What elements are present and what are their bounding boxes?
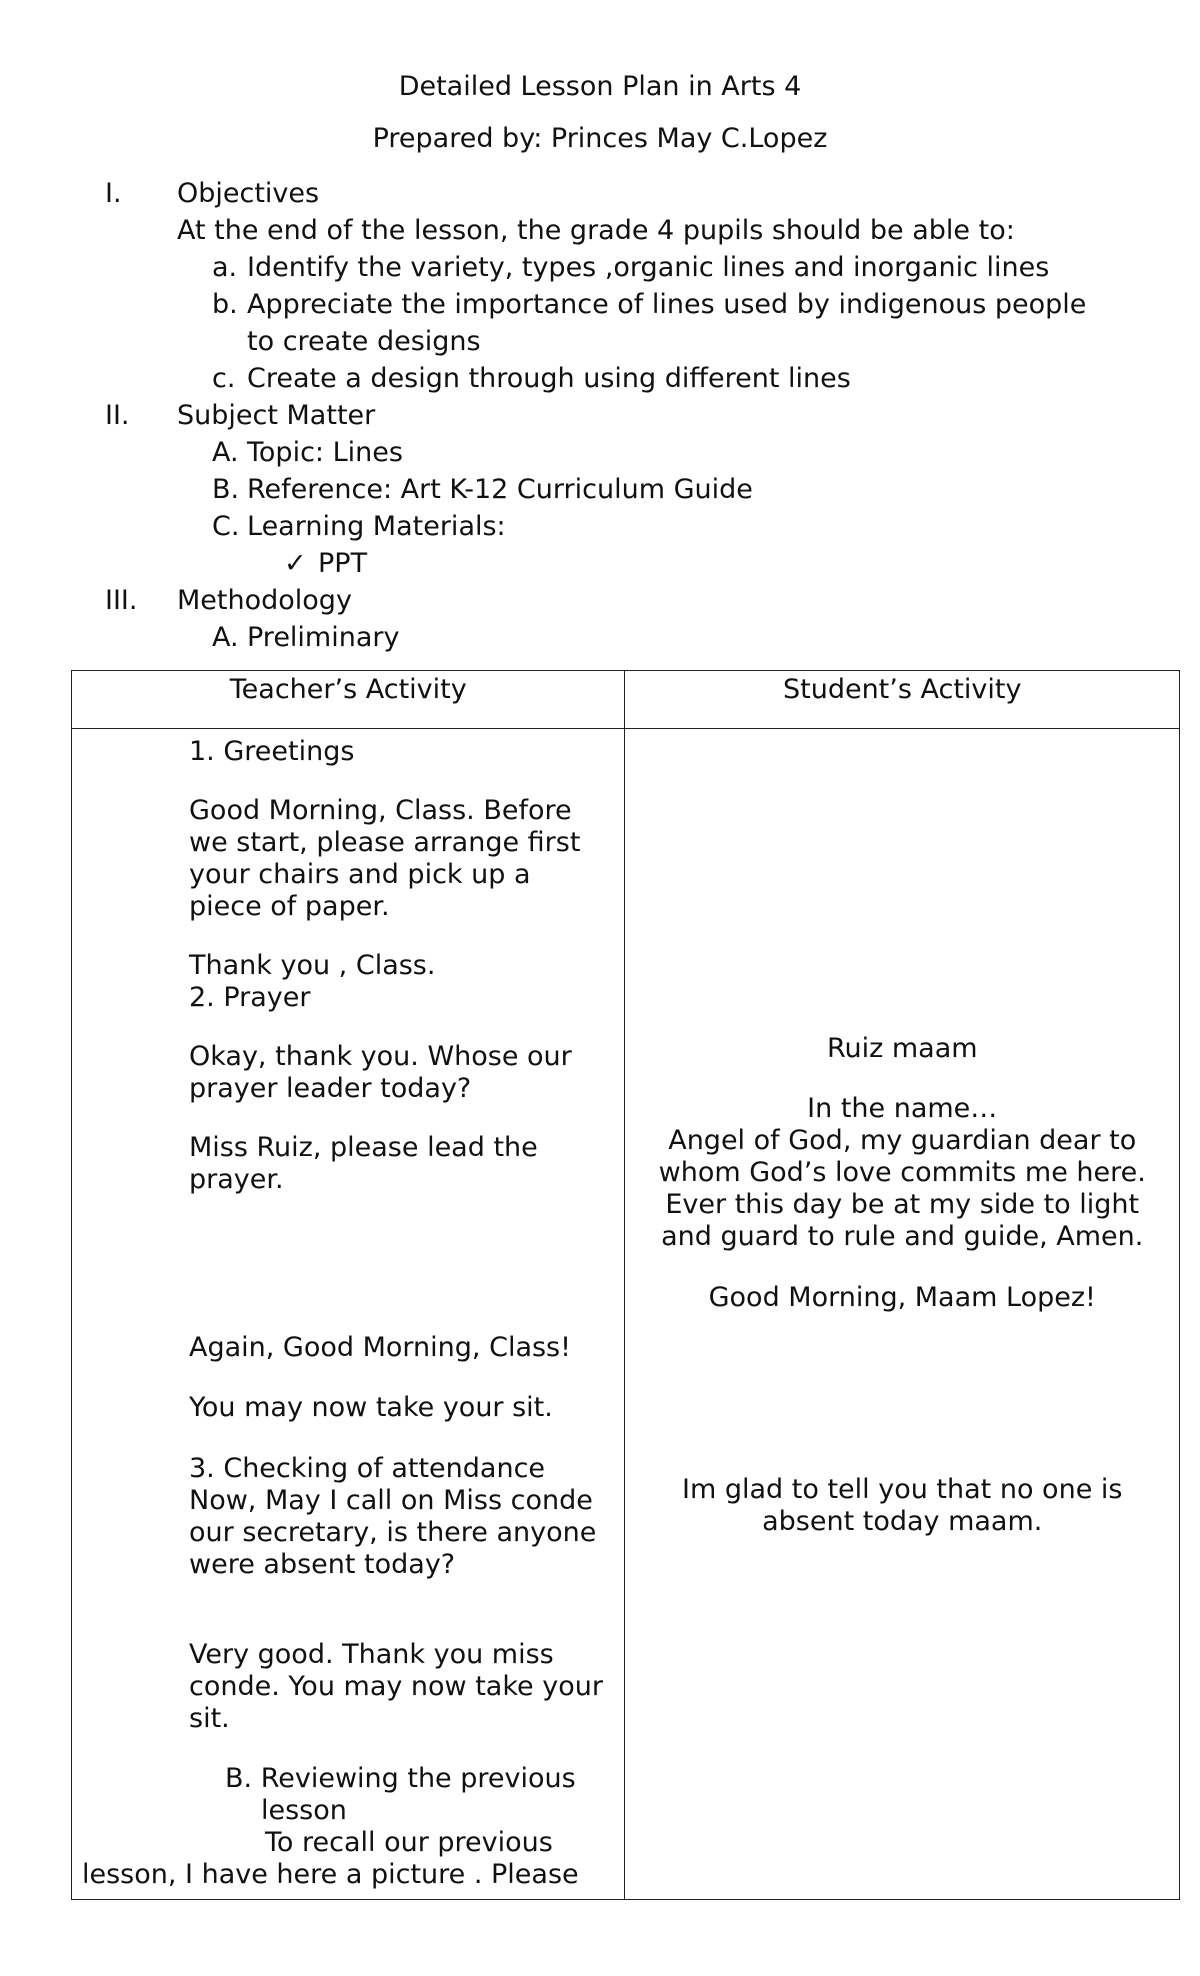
student-line: whom God’s love commits me here. (658, 1157, 1146, 1188)
teacher-line: 1. Greetings (189, 736, 355, 767)
section-title-objectives: Objectives (177, 178, 320, 209)
teacher-line: 2. Prayer (189, 982, 311, 1013)
teacher-line: your chairs and pick up a (189, 859, 531, 890)
list-marker: A. (212, 437, 239, 468)
list-marker: b. (212, 289, 238, 320)
table-row (72, 729, 1180, 1900)
list-marker: c. (212, 363, 236, 394)
section-title-methodology: Methodology (177, 585, 352, 616)
activity-table (71, 670, 1180, 1900)
teacher-line: Now, May I call on Miss conde (189, 1485, 593, 1516)
header-label: Student’s Activity (782, 674, 1022, 705)
student-line: In the name… (807, 1093, 998, 1124)
teacher-line: were absent today? (189, 1549, 456, 1580)
student-line: Angel of God, my guardian dear to (668, 1125, 1137, 1156)
student-line: Ruiz maam (826, 1033, 978, 1064)
objective-item-continuation: to create designs (247, 326, 481, 357)
student-activity-cell (625, 729, 1180, 1900)
objectives-intro: At the end of the lesson, the grade 4 pupils should be able to: (177, 215, 1015, 246)
teacher-line: prayer. (189, 1164, 284, 1195)
teacher-line: B. Reviewing the previous (225, 1763, 576, 1794)
teacher-line: Miss Ruiz, please lead the (189, 1132, 538, 1163)
subject-item: Reference: Art K-12 Curriculum Guide (247, 474, 753, 505)
student-line: Im glad to tell you that no one is (682, 1474, 1123, 1505)
prepared-by: Prepared by: Princes May C.Lopez (372, 123, 828, 154)
teacher-line: sit. (189, 1703, 230, 1734)
student-line: Ever this day be at my side to light (665, 1189, 1140, 1220)
teacher-line: Okay, thank you. Whose our (189, 1041, 572, 1072)
material-item: PPT (318, 548, 368, 579)
document-title: Detailed Lesson Plan in Arts 4 (398, 71, 802, 102)
subject-item: Topic: Lines (247, 437, 403, 468)
teacher-line: Very good. Thank you miss (189, 1639, 554, 1670)
list-marker: C. (212, 511, 240, 542)
section-title-subject-matter: Subject Matter (177, 400, 376, 431)
teacher-activity-cell (72, 729, 625, 1900)
objective-item: Identify the variety, types ,organic lines and inorganic lines (247, 252, 1050, 283)
checkmark-icon: ✓ (284, 548, 307, 579)
teacher-line: lesson, I have here a picture . Please (82, 1859, 579, 1890)
header-label: Teacher’s Activity (229, 674, 467, 705)
table-header-row (72, 671, 1180, 729)
methodology-subsection: Preliminary (247, 622, 400, 653)
student-line: Good Morning, Maam Lopez! (708, 1282, 1096, 1313)
section-number: I. (105, 178, 122, 209)
teacher-line: You may now take your sit. (189, 1392, 553, 1423)
teacher-line: conde. You may now take your (189, 1671, 603, 1702)
teacher-line: Again, Good Morning, Class! (189, 1332, 571, 1363)
list-marker: a. (212, 252, 238, 283)
teacher-line: lesson (261, 1795, 347, 1826)
teacher-line: Good Morning, Class. Before (189, 795, 572, 826)
student-line: absent today maam. (762, 1506, 1043, 1537)
list-marker: A. (212, 622, 239, 653)
objective-item: Create a design through using different lines (247, 363, 851, 394)
list-marker: B. (212, 474, 240, 505)
teacher-line: 3. Checking of attendance (189, 1453, 546, 1484)
student-activity-header (625, 671, 1180, 729)
subject-item: Learning Materials: (247, 511, 506, 542)
teacher-line: we start, please arrange first (189, 827, 581, 858)
section-number: II. (105, 400, 130, 431)
teacher-activity-header (72, 671, 625, 729)
student-line: and guard to rule and guide, Amen. (661, 1221, 1144, 1252)
teacher-line: piece of paper. (189, 891, 390, 922)
teacher-line: Thank you , Class. (189, 950, 436, 981)
teacher-line: To recall our previous (265, 1827, 553, 1858)
objective-item: Appreciate the importance of lines used by indigenous people (247, 289, 1087, 320)
teacher-line: prayer leader today? (189, 1073, 472, 1104)
teacher-line: our secretary, is there anyone (189, 1517, 597, 1548)
section-number: III. (105, 585, 138, 616)
